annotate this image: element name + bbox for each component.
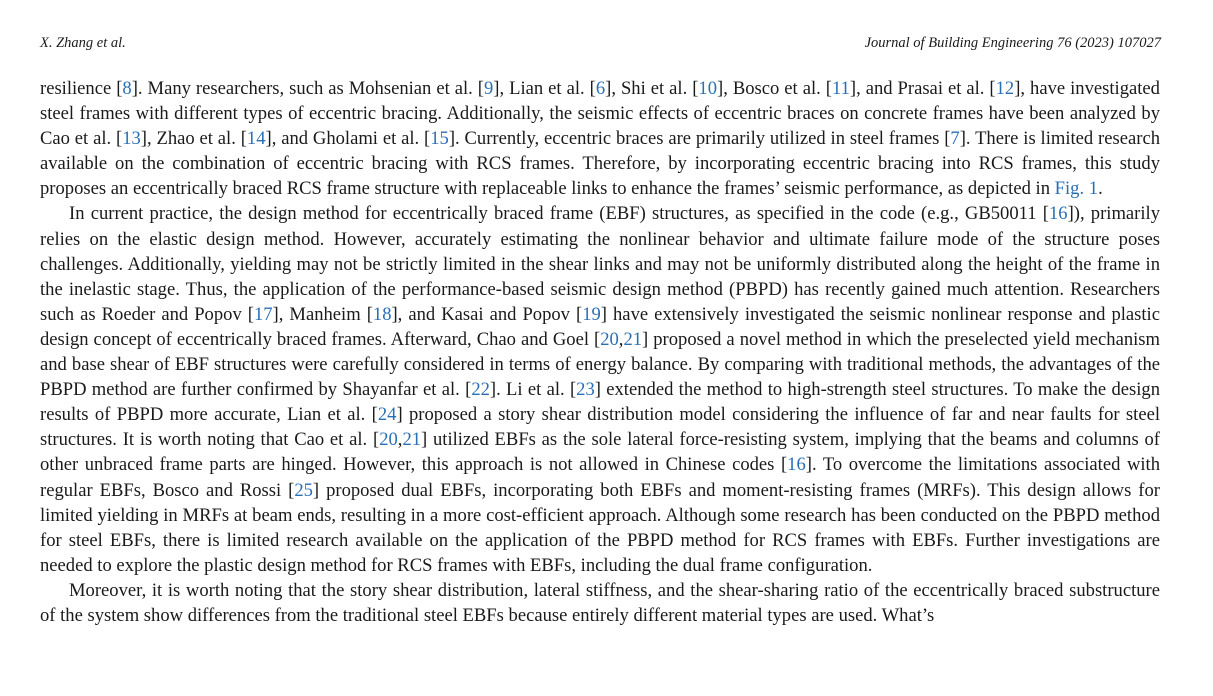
paragraph-text: ], and Kasai and Popov [ [391,303,583,325]
citation-link[interactable]: 14 [246,128,266,150]
citation-link[interactable]: 10 [698,78,717,99]
citation-link[interactable]: 24 [377,404,397,426]
citation-link[interactable]: 20 [379,429,398,451]
citation-link[interactable]: 15 [430,128,449,150]
citation-link[interactable]: 16 [787,454,806,476]
citation-link[interactable]: 16 [1048,203,1068,225]
citation-link[interactable]: 13 [122,128,141,150]
citation-link[interactable]: 20 [600,328,619,350]
citation-link[interactable]: 8 [122,78,132,99]
paragraph-text: ], have investigated steel frames with different types of eccentric bracing. Additionally, the seismic effects of eccentric braces on concrete frames have been analyzed by Cao et al. [ [40,78,1160,150]
paragraph-text: ]), primarily relies on the elastic design method. However, accurately estimating the nonlinear behavior and ultimate failure mode of the structure poses challenges. Additionally, yielding may not be strictly limited in the shear links and may not be uniformly distributed along the height of the frame in the inelastic stage. Thus, the application of the performance-based seismic design method (PBPD) has recently gained much attention. Researchers such as Roeder and Popov [ [40,203,1160,325]
body-paragraph [40,578,1160,628]
paragraph-text: ] proposed a story shear distribution model considering the influence of far and near faults for steel structures. It is worth noting that Cao et al. [ [40,404,1160,451]
citation-link[interactable]: 23 [576,379,595,401]
paragraph-text: ], and Gholami et al. [ [265,128,431,150]
paragraph-text: ] extended the method to high-strength steel structures. To make the design results of PBPD more accurate, Lian et al. [ [40,379,1161,426]
paragraph-text: ] proposed dual EBFs, incorporating both EBFs and moment-resisting frames (MRFs). This design allows for limited yielding in MRFs at beam ends, resulting in a more cost-efficient approach. Although some research has been conducted on the PBPD method for steel EBFs, there is limited research available on the application of the PBPD method for RCS frames with EBFs. Further investigations are needed to explore the plastic design method for RCS frames with EBFs, including the dual frame configuration. [40,479,1160,576]
body-paragraph [40,76,1160,201]
article-body [40,76,1160,628]
paragraph-text: ] utilized EBFs as the sole lateral force-resisting system, implying that the beams and columns of other unbraced frame parts are hinged. However, this approach is not allowed in Chinese codes [ [40,429,1160,476]
paragraph-text: ], Bosco et al. [ [717,78,832,99]
running-authors: X. Zhang et al. [40,35,126,51]
citation-link[interactable]: 9 [483,78,494,99]
paragraph-text: ], Zhao et al. [ [140,128,247,150]
citation-link[interactable]: 17 [253,303,273,325]
citation-link[interactable]: 21 [623,328,643,350]
citation-link[interactable]: 6 [595,78,606,99]
paragraph-text: ], and Prasai et al. [ [849,78,996,99]
citation-link[interactable]: 19 [582,303,601,325]
paragraph-text: ]. Currently, eccentric braces are primarily utilized in steel frames [ [448,128,951,150]
citation-link[interactable]: 11 [831,78,850,99]
paragraph-text: Moreover, it is worth noting that the story shear distribution, lateral stiffness, and the shear-sharing ratio of the eccentrically braced substructure of the system show differences from the traditional steel EBFs because entirely different material types are used. What’s [40,579,1160,626]
body-paragraph [40,201,1160,577]
paragraph-text: resilience [ [40,78,123,99]
citation-link[interactable]: 7 [950,128,960,150]
citation-link[interactable]: 22 [471,379,490,401]
paragraph-text: ]. Li et al. [ [489,379,577,401]
paragraph-text: ] have extensively investigated the seismic nonlinear response and plastic design concept of eccentrically braced frames. Afterward, Chao and Goel [ [40,303,1160,350]
citation-link[interactable]: 18 [372,303,392,325]
citation-link[interactable]: 12 [995,78,1015,99]
paragraph-text: ], Lian et al. [ [493,78,596,99]
paragraph-text: ] proposed a novel method in which the preselected yield mechanism and base shear of EBF structures were carefully considered in terms of energy balance. By comparing with traditional methods, the advantages of the PBPD method are further confirmed by Shayanfar et al. [ [40,328,1160,401]
citation-link[interactable]: 25 [294,479,313,501]
paragraph-text: ], Shi et al. [ [605,78,699,99]
paragraph-text: , [618,328,624,350]
paragraph-text: In current practice, the design method for eccentrically braced frame (EBF) structures, as specified in the code (e.g., GB50011 [ [69,203,1049,225]
citation-link[interactable]: Fig. 1 [1054,178,1099,200]
paragraph-text: ]. Many researchers, such as Mohsenian et al. [ [131,78,484,99]
paragraph-text: , [397,429,403,451]
paragraph-text: ]. To overcome the limitations associated with regular EBFs, Bosco and Rossi [ [40,454,1160,501]
running-journal-citation: Journal of Building Engineering 76 (2023) 107027 [864,35,1161,51]
paragraph-text: ]. There is limited research available on the combination of eccentric bracing with RCS frames. Therefore, by incorporating eccentric bracing into RCS frames, this study proposes an eccentrically braced RCS frame structure with replaceable links to enhance the frames’ seismic performance, as depicted in [40,128,1160,200]
paragraph-text: ], Manheim [ [272,303,373,325]
citation-link[interactable]: 21 [402,429,422,451]
paragraph-text: . [1098,178,1103,200]
